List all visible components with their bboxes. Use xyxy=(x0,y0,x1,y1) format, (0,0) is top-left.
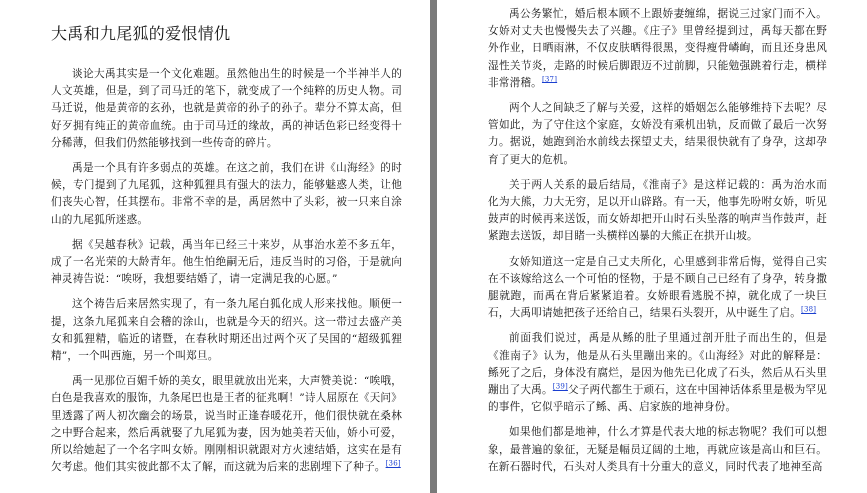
paragraph: 这个祷告后来居然实现了，有一条九尾白狐化成人形来找他。顺便一提，这条九尾狐来自会稽的涂山，也就是今天的绍兴。这一带过去盛产美女和狐狸精，临近的诸暨，在春秋时期还出过两个灭了吴国的“超级狐狸精”，一个叫西施，另一个叫郑旦。 xyxy=(51,298,402,363)
paragraph: 禹公务繁忙，婚后根本顾不上跟娇妻缠绵，据说三过家门而不入。女娇对丈夫也慢慢失去了兴趣。《庄子》里曾经提到过，禹每天都在野外作业，日晒雨淋，不仅皮肤晒得很黑，变得瘦骨嶙峋，而且还身患风湿性关节炎，走路的时候后脚跟迈不过前脚，只能勉强跳着行走，横样非常滑稽。[37] xyxy=(488,8,827,89)
chapter-title: 大禹和九尾狐的爱恨情仇 xyxy=(51,24,231,43)
page-divider xyxy=(430,0,437,493)
paragraph: 如果他们都是地神，什么才算是代表大地的标志物呢？我们可以想象，最普遍的象征，无疑是幅员辽阔的土地，再就应该是高山和巨石。在新石器时代，石头对人类具有十分重大的意义，同时代表了地神至高 xyxy=(488,426,827,473)
paragraph: 谈论大禹其实是一个文化难题。虽然他出生的时候是一个半神半人的人文英雄，但是，到了司马迁的笔下，就变成了一个纯粹的历史人物。司马迁说，他是黄帝的玄孙，也就是黄帝的孙子的孙子。辈分不算太高，但好歹拥有纯正的黄帝血统。由于司马迁的缘故，禹的神话色彩已经变得十分稀薄，但我们仍然能够找到一些传奇的碎片。 xyxy=(51,68,402,149)
right-page xyxy=(437,0,867,493)
paragraph: 关于两人关系的最后结局，《淮南子》是这样记载的：禹为治水而化为大熊，力大无穷，足以开山辟路。有一天，他事先吩咐女娇，听见鼓声的时候再来送饭，而女娇却把开山时石头坠落的响声当作鼓声，赶紧跑去送饭，却目睹一头横样凶暴的大熊正在拱开山坡。 xyxy=(488,178,827,243)
footnote-link[interactable]: [38] xyxy=(801,305,817,314)
footnote-link[interactable]: [36] xyxy=(385,459,401,468)
footnote-link[interactable]: [37] xyxy=(541,75,558,84)
paragraph: 前面我们说过，禹是从鲧的肚子里通过剖开肚子而出生的，但是《淮南子》认为，他是从石头里蹦出来的。《山海经》对此的解释是：鲧死了之后，身体没有腐烂，是因为他先已化成了石头，然后从石头里蹦出了大禹。[39]父子两代都生于顽石，这在中国神话体系里是极为罕见的事件，它似乎暗示了鲧、禹、启家族的地神身份。 xyxy=(488,332,827,414)
paragraph: 两个人之间缺乏了解与关爱，这样的婚姻怎么能够维持下去呢？尽管如此，为了守住这个家庭，女娇没有乘机出轨，反而做了最后一次努力。据说，她跑到治水前线去探望丈夫，结果很快就有了身孕，这却孕育了更大的危机。 xyxy=(488,102,827,166)
footnote-link[interactable]: [39] xyxy=(552,382,568,391)
paragraph: 禹一见那位百媚千娇的美女，眼里就放出光来，大声赞美说：“唉哦，白色是我喜欢的服饰，九条尾巴也是王者的征兆啊！”诗人屈原在《天问》里透露了两人初次幽会的场景，说当时正逢春暖花开，他们很快就在桑林之中野合起来，然后禹就娶了九尾狐为妻，因为她美若天仙，娇小可爱，所以给她起了一个名字叫女娇。刚刚相识就跟对方火速结婚，这实在是有欠考虑。他们其实彼此都不太了解，而这就为后来的悲剧埋下了种子。[36] xyxy=(51,375,403,474)
paragraph: 禹是一个具有许多弱点的英雄。在这之前，我们在讲《山海经》的时候，专门提到了九尾狐，这种狐狸具有强大的法力，能够魅惑人类，让他们丧失心智，任其摆布。非常不幸的是，禹居然中了头彩，被一只来自涂山的九尾狐所迷惑。 xyxy=(51,162,402,226)
paragraph: 女娇知道这一定是自己丈夫所化，心里感到非常后悔，觉得自己实在不该嫁给这么一个可怕的怪物，于是不顾自己已经有了身孕，转身撒腿就跑，而禹在背后紧紧追着。女娇眼看逃脱不掉，就化成了一块巨石，大禹叩请她把孩子还给自己，结果石头裂开，从中诞生了启。[38] xyxy=(488,255,827,320)
paragraph: 据《吴越春秋》记载，禹当年已经三十来岁，从事治水差不多五年，成了一名光荣的大龄青年。他生怕绝嗣无后，违反当时的习俗，于是就向神灵祷告说：“唉呀，我想要结婚了，请一定满足我的心愿。” xyxy=(51,238,402,286)
left-page xyxy=(0,0,430,493)
